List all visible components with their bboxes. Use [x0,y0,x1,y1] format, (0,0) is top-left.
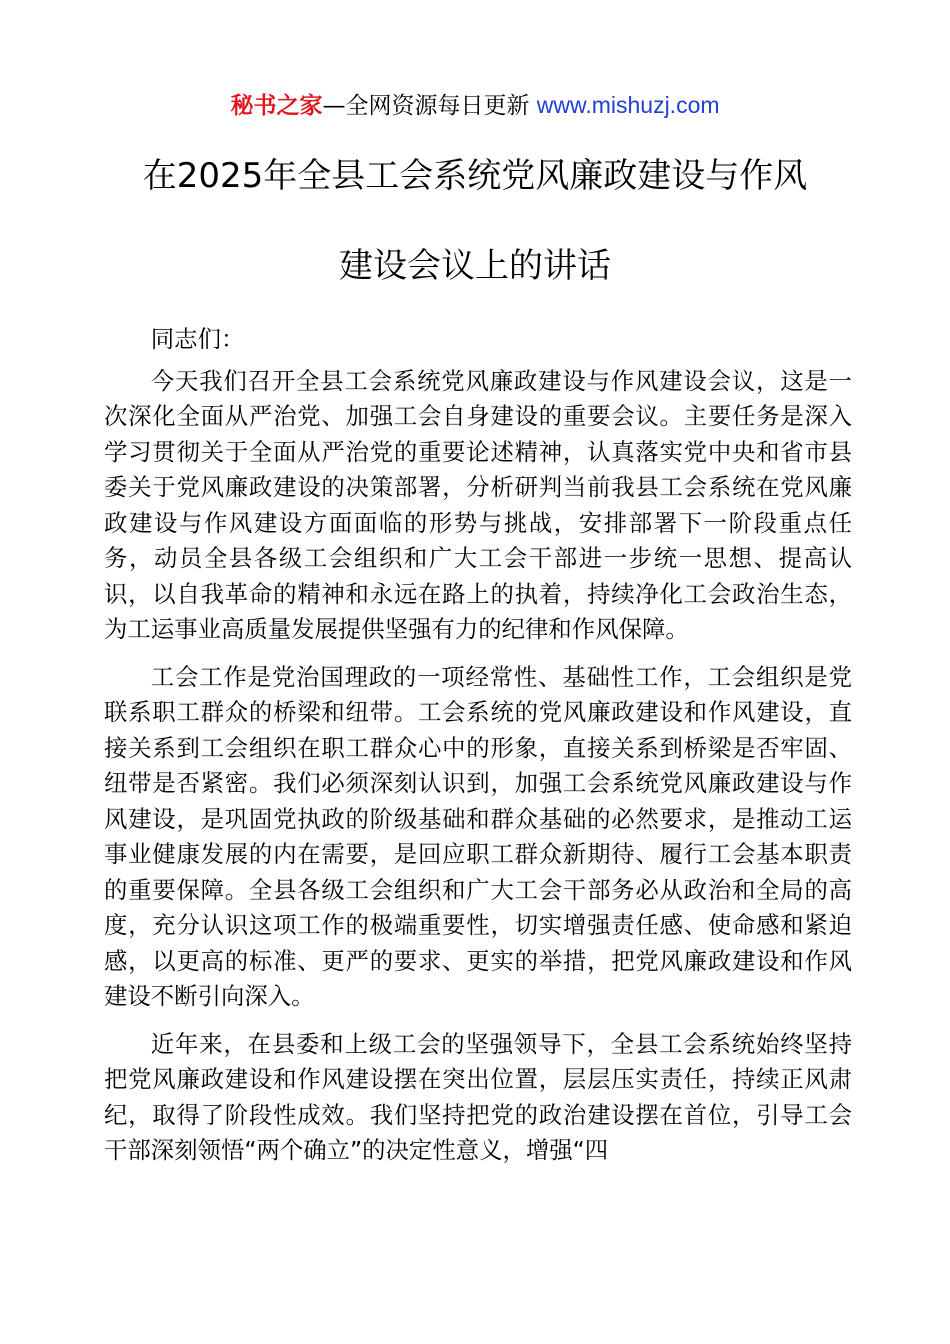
site-url-link[interactable]: www.mishuzj.com [536,92,720,118]
site-tagline: —全网资源每日更新 [322,93,537,119]
site-header [0,88,950,123]
site-brand: 秘书之家 [230,93,323,119]
document-title-line-1: 在2025年全县工会系统党风廉政建设与作风 [142,156,808,196]
body-paragraph-3: 近年来，在县委和上级工会的坚强领导下，全县工会系统始终坚持把党风廉政建设和作风建设摆在突出位置，层层压实责任，持续正风肃纪，取得了阶段性成效。我们坚持把党的政治建设摆在首位，引导工会干部深刻领悟“两个确立”的决定性意义，增强“四 [104,1029,852,1164]
body-paragraph-1: 今天我们召开全县工会系统党风廉政建设与作风建设会议，这是一次深化全面从严治党、加强工会自身建设的重要会议。主要任务是深入学习贯彻关于全面从严治党的重要论述精神，认真落实党中央和省市县委关于党风廉政建设的决策部署，分析研判当前我县工会系统在党风廉政建设与作风建设方面面临的形势与挑战，安排部署下一阶段重点任务，动员全县各级工会组织和广大工会干部进一步统一思想、提高认识，以自我革命的精神和永远在路上的执着，持续净化工会政治生态，为工运事业高质量发展提供坚强有力的纪律和作风保障。 [104,366,852,643]
document-body [104,322,852,1181]
body-paragraph-2: 工会工作是党治国理政的一项经常性、基础性工作，工会组织是党联系职工群众的桥梁和纽带。工会系统的党风廉政建设和作风建设，直接关系到工会组织在职工群众心中的形象，直接关系到桥梁是否牢固、纽带是否紧密。我们必须深刻认识到，加强工会系统党风廉政建设与作风建设，是巩固党执政的阶级基础和群众基础的必然要求，是推动工运事业健康发展的内在需要，是回应职工群众新期待、履行工会基本职责的重要保障。全县各级工会组织和广大工会干部务必从政治和全局的高度，充分认识这项工作的极端重要性，切实增强责任感、使命感和紧迫感，以更高的标准、更严的要求、更实的举措，把党风廉政建设和作风建设不断引向深入。 [104,662,852,1010]
salutation: 同志们： [150,325,245,353]
document-title-line-2: 建设会议上的讲话 [339,246,611,286]
